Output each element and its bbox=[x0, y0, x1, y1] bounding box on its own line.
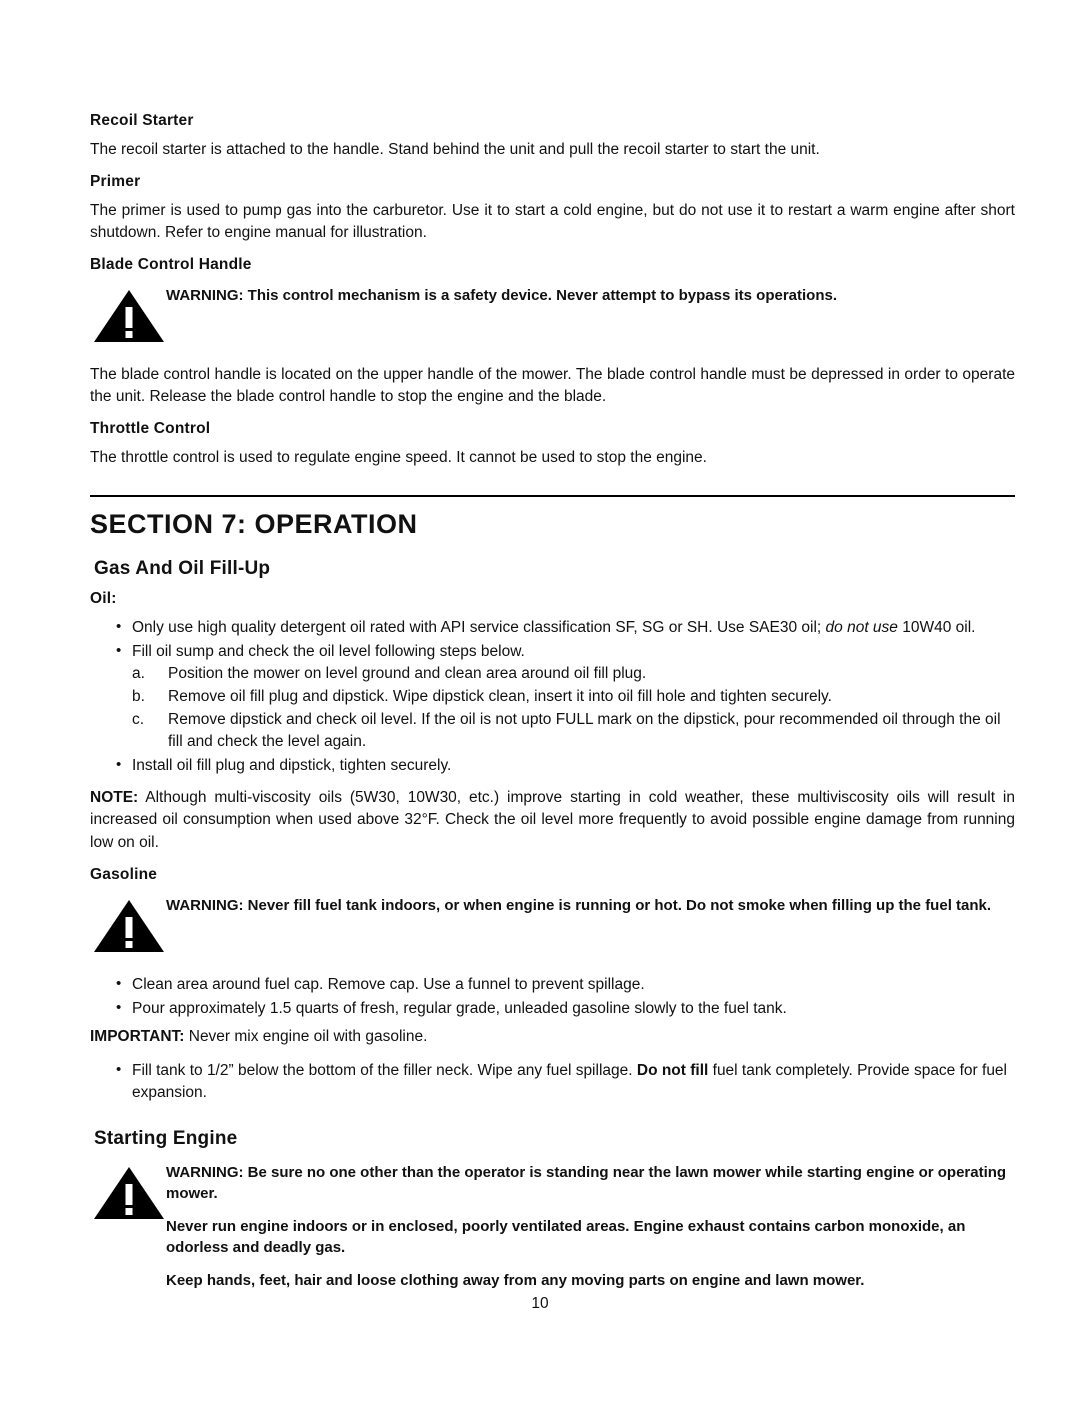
list-item bbox=[132, 663, 1015, 685]
starting-warning-text bbox=[166, 1160, 1015, 1291]
page-number: 10 bbox=[531, 1295, 549, 1312]
throttle-control-heading: Throttle Control bbox=[90, 420, 211, 437]
oil-bullet-2: Fill oil sump and check the oil level following steps below. bbox=[132, 643, 525, 660]
warning-triangle-icon bbox=[92, 897, 166, 960]
gasoline-warning-block bbox=[90, 893, 1015, 960]
blade-control-handle-heading: Blade Control Handle bbox=[90, 256, 252, 273]
recoil-starter-text: The recoil starter is attached to the handle. Stand behind the unit and pull the recoil starter to start the unit. bbox=[90, 141, 820, 158]
blade-warning-block bbox=[90, 283, 1015, 350]
oil-bullet-1-part-b: 10W40 oil. bbox=[897, 619, 976, 636]
warning-triangle-icon bbox=[92, 1164, 166, 1227]
starting-warning-line-3: Keep hands, feet, hair and loose clothing away from any moving parts on engine and lawn mower. bbox=[166, 1272, 865, 1290]
oil-bullet-3: Install oil fill plug and dipstick, tighten securely. bbox=[132, 757, 452, 774]
oil-note-paragraph bbox=[90, 787, 1015, 854]
list-item bbox=[90, 755, 1015, 777]
warning-triangle-icon bbox=[92, 287, 166, 350]
list-item bbox=[90, 974, 1015, 996]
blade-control-text: The blade control handle is located on the upper handle of the mower. The blade control handle must be depressed in order to operate the unit. Release the blade control handle to stop the engine and the blade. bbox=[90, 366, 1015, 405]
section-title: SECTION 7: OPERATION bbox=[90, 509, 418, 539]
gas-bullet-3-part-c: fuel tank completely. Provide space for fuel expansion. bbox=[132, 1062, 1007, 1102]
list-item bbox=[132, 686, 1015, 708]
gas-bullet-2: Pour approximately 1.5 quarts of fresh, regular grade, unleaded gasoline slowly to the fuel tank. bbox=[132, 1000, 787, 1018]
step-text: Remove oil fill plug and dipstick. Wipe dipstick clean, insert it into oil fill hole and tighten securely. bbox=[168, 688, 832, 705]
gasoline-heading: Gasoline bbox=[90, 866, 158, 884]
list-item bbox=[90, 641, 1015, 753]
list-item bbox=[90, 1060, 1015, 1104]
note-text: Although multi-viscosity oils (5W30, 10W30, etc.) improve starting in cold weather, these multiviscosity oils will result in increased oil consumption when used above 32°F. Check the oil level more frequently to avoid possible engine damage from running low on oil. bbox=[90, 789, 1015, 851]
list-item bbox=[132, 709, 1015, 753]
step-marker: c. bbox=[132, 711, 145, 728]
throttle-control-text: The throttle control is used to regulate engine speed. It cannot be used to stop the engine. bbox=[90, 449, 707, 466]
gas-bullet-1: Clean area around fuel cap. Remove cap. Use a funnel to prevent spillage. bbox=[132, 976, 645, 994]
step-marker: a. bbox=[132, 665, 145, 682]
gasoline-bullet-list bbox=[90, 974, 1015, 1020]
section-divider bbox=[90, 495, 1015, 497]
blade-warning-line: WARNING: This control mechanism is a safety device. Never attempt to bypass its operations. bbox=[166, 287, 838, 304]
list-item bbox=[90, 617, 1015, 639]
recoil-starter-heading: Recoil Starter bbox=[90, 112, 194, 129]
starting-warning-line-1: WARNING: Be sure no one other than the operator is standing near the lawn mower while starting engine or operating mower. bbox=[166, 1164, 1007, 1203]
blade-warning-text bbox=[166, 283, 1015, 306]
gas-bullet-3-part-a: Fill tank to 1/2” below the bottom of the filler neck. Wipe any fuel spillage. bbox=[132, 1062, 637, 1080]
gasoline-warning-line: WARNING: Never fill fuel tank indoors, or when engine is running or hot. Do not smoke when filling up the fuel tank. bbox=[166, 897, 992, 915]
important-label: IMPORTANT: bbox=[90, 1028, 185, 1046]
important-text: Never mix engine oil with gasoline. bbox=[184, 1028, 428, 1046]
gas-bullet-3-bold: Do not fill bbox=[636, 1062, 709, 1080]
oil-bullet-1-part-a: Only use high quality detergent oil rated with API service classification SF, SG or SH. Use SAE30 oil; bbox=[132, 619, 826, 636]
starting-warning-line-2: Never run engine indoors or in enclosed, poorly ventilated areas. Engine exhaust contains carbon monoxide, an odorless and deadly gas. bbox=[166, 1218, 966, 1257]
starting-engine-heading: Starting Engine bbox=[94, 1128, 238, 1150]
important-paragraph bbox=[90, 1026, 1015, 1048]
step-marker: b. bbox=[132, 688, 145, 705]
page-content bbox=[90, 112, 1015, 1305]
oil-steps-list bbox=[132, 663, 1015, 753]
list-item bbox=[90, 998, 1015, 1020]
oil-bullet-list bbox=[90, 617, 1015, 777]
primer-heading: Primer bbox=[90, 173, 141, 190]
fill-tank-bullet-list bbox=[90, 1060, 1015, 1104]
step-text: Remove dipstick and check oil level. If the oil is not upto FULL mark on the dipstick, pour recommended oil through the oil fill and check the level again. bbox=[168, 711, 1001, 750]
oil-heading: Oil: bbox=[90, 590, 117, 607]
primer-text: The primer is used to pump gas into the carburetor. Use it to start a cold engine, but do not use it to restart a warm engine after short shutdown. Refer to engine manual for illustration. bbox=[90, 202, 1015, 241]
gas-and-oil-heading: Gas And Oil Fill-Up bbox=[94, 558, 271, 579]
note-label: NOTE: bbox=[90, 789, 139, 806]
starting-warning-block bbox=[90, 1160, 1015, 1291]
gasoline-warning-text bbox=[166, 893, 1015, 916]
step-text: Position the mower on level ground and clean area around oil fill plug. bbox=[168, 665, 647, 682]
oil-bullet-1-italic: do not use bbox=[825, 619, 898, 636]
